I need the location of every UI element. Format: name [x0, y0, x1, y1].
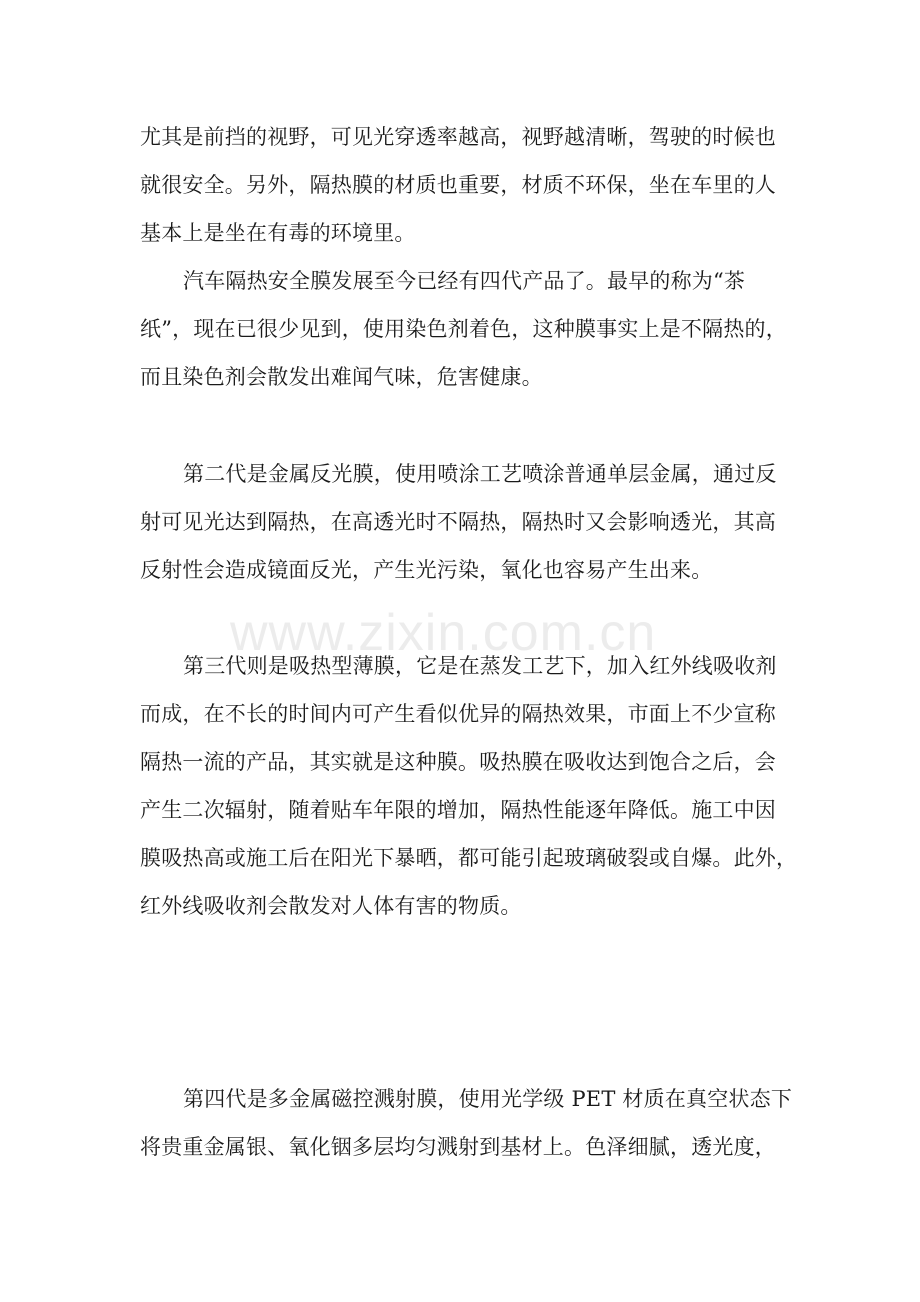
text-line: 射可见光达到隔热，在高透光时不隔热，隔热时又会影响透光，其高 [140, 510, 776, 534]
text-line: 反射性会造成镜面反光，产生光污染，氧化也容易产生出来。 [140, 558, 713, 582]
text-line: 基本上是坐在有毒的环境里。 [140, 221, 416, 245]
paragraph-start: 第二代是金属反光膜，使用喷涂工艺喷涂普通单层金属，通过反 [183, 462, 777, 486]
watermark: www.zixin.com.cn [230, 604, 657, 662]
text-line: 产生二次辐射，随着贴车年限的增加，隔热性能逐年降低。施工中因 [140, 798, 776, 822]
text-line: 就很安全。另外，隔热膜的材质也重要，材质不环保，坐在车里的人 [140, 173, 776, 197]
paragraph-start: 第四代是多金属磁控溅射膜，使用光学级 PET 材质在真空状态下 [183, 1087, 793, 1111]
text-line: 隔热一流的产品，其实就是这种膜。吸热膜在吸收达到饱合之后，会 [140, 750, 776, 774]
paragraph-start: 汽车隔热安全膜发展至今已经有四代产品了。最早的称为“茶 [183, 269, 746, 293]
text-line: 将贵重金属银、氧化铟多层均匀溅射到基材上。色泽细腻，透光度， [140, 1135, 776, 1159]
text-line: 纸”，现在已很少见到，使用染色剂着色，这种膜事实上是不隔热的， [140, 317, 787, 341]
paragraph-start: 第三代则是吸热型薄膜，它是在蒸发工艺下，加入红外线吸收剂 [183, 654, 777, 678]
text-line: 红外线吸收剂会散发对人体有害的物质。 [140, 894, 522, 918]
text-line: 膜吸热高或施工后在阳光下暴晒，都可能引起玻璃破裂或自爆。此外， [140, 846, 798, 870]
text-line: 尤其是前挡的视野，可见光穿透率越高，视野越清晰，驾驶的时候也 [140, 125, 776, 149]
text-line: 而且染色剂会散发出难闻气味，危害健康。 [140, 365, 543, 389]
text-line: 而成，在不长的时间内可产生看似优异的隔热效果，市面上不少宣称 [140, 702, 776, 726]
